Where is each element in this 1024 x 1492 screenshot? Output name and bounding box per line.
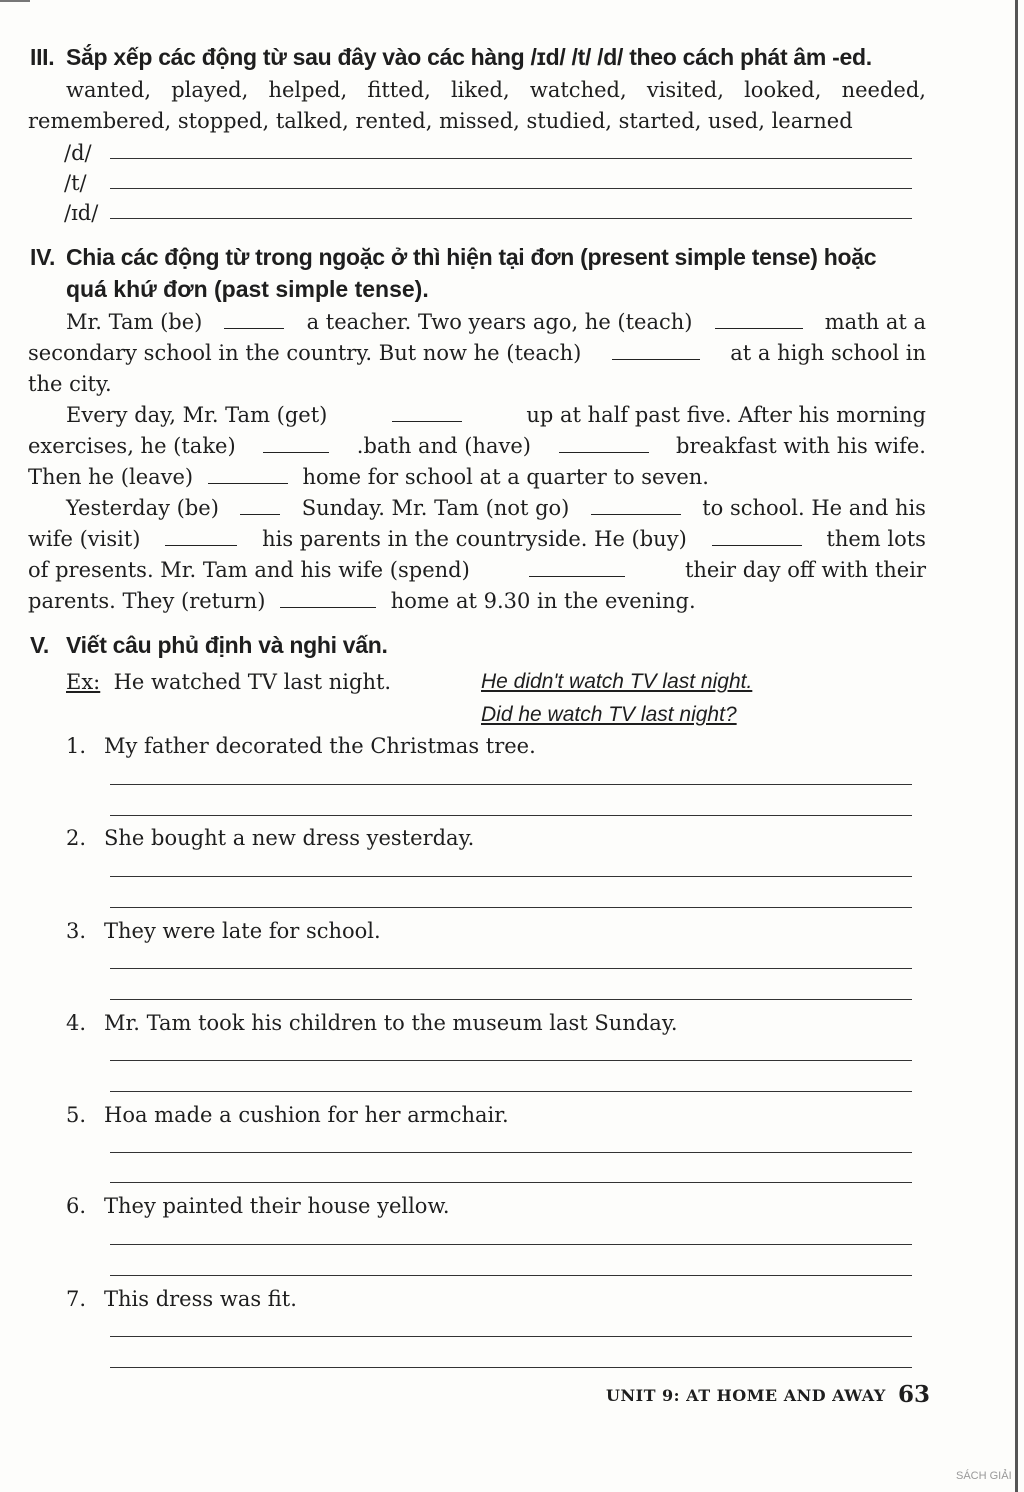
example-question: Did he watch TV last night? [481,703,737,726]
answer-line[interactable] [110,1152,912,1153]
text: exercises, he (take) [28,434,236,458]
p3-line-2 [28,529,926,550]
item-number: 6. [66,1194,87,1218]
footer-unit-title: UNIT 9: AT HOME AND AWAY [606,1386,886,1405]
p2-line-3 [28,467,709,488]
p1-line-3: the city. [28,372,112,396]
item-text: This dress was fit. [104,1287,297,1311]
example-negative: He didn't watch TV last night. [481,670,753,693]
text: Every day, Mr. Tam (get) [66,403,328,427]
example-line [66,670,391,694]
section-3-word-line-1 [66,80,926,101]
blank-teach-2[interactable] [612,343,700,360]
text: home for school at a quarter to seven. [302,465,709,489]
text: home at 9.30 in the evening. [390,589,696,613]
text: a teacher. Two years ago, he (teach) [306,310,693,334]
p3-line-4 [28,591,696,612]
blank-be-2[interactable] [240,498,280,515]
answer-line[interactable] [110,1091,912,1092]
text: their day off with their [684,558,926,582]
text: breakfast with his wife. [676,434,926,458]
text: Sunday. Mr. Tam (not go) [301,496,570,520]
blank-leave[interactable] [208,467,288,484]
text: Mr. Tam (be) [66,310,203,334]
item-text: My father decorated the Christmas tree. [104,734,536,758]
item-number: 3. [66,919,87,943]
exercise-item-3 [66,919,381,943]
section-3-number: III. [30,44,55,70]
answer-line[interactable] [110,784,912,785]
watermark: SÁCH GIẢI [956,1470,1012,1482]
blank-teach-1[interactable] [715,312,803,329]
text: secondary school in the country. But now he (teach) [28,341,582,365]
word: helped, [268,78,348,102]
text: his parents in the countryside. He (buy) [262,527,687,551]
word: visited, [646,78,724,102]
text: wife (visit) [28,527,141,551]
exercise-item-4 [66,1011,678,1035]
word: played, [171,78,249,102]
p1-line-1 [66,312,926,333]
blank-return[interactable] [280,591,376,608]
exercise-item-7 [66,1287,297,1311]
exercise-item-2 [66,826,474,850]
section-5-heading [30,632,388,659]
item-number: 7. [66,1287,87,1311]
section-3-word-line-2: remembered, stopped, talked, rented, missed, studied, started, used, learned [28,109,853,133]
answer-line[interactable] [110,1244,912,1245]
text: Then he (leave) [28,465,194,489]
text: parents. They (return) [28,589,266,613]
answer-line[interactable] [110,876,912,877]
section-4-number: IV. [30,244,56,270]
word: wanted, [66,78,152,102]
word: watched, [529,78,627,102]
answer-line[interactable] [110,1367,912,1368]
row-label-id: /ɪd/ [64,201,99,225]
p2-line-1 [66,405,926,426]
page-number: 63 [898,1381,931,1408]
text: of presents. Mr. Tam and his wife (spend) [28,558,470,582]
answer-line-id[interactable] [110,218,912,219]
exercise-item-6 [66,1194,450,1218]
item-text: Mr. Tam took his children to the museum last Sunday. [104,1011,678,1035]
p2-line-2 [28,436,926,457]
blank-be[interactable] [224,312,284,329]
blank-spend[interactable] [529,560,625,577]
row-label-d: /d/ [64,141,92,165]
p1-line-2 [28,343,926,364]
text: math at a [824,310,926,334]
item-number: 1. [66,734,87,758]
answer-line[interactable] [110,999,912,1000]
answer-line-t[interactable] [110,188,912,189]
section-4-title-line-2: quá khứ đơn (past simple tense). [66,276,429,302]
text: to school. He and his [702,496,926,520]
blank-take[interactable] [263,436,329,453]
text: at a high school in [730,341,926,365]
answer-line[interactable] [110,1060,912,1061]
answer-line-d[interactable] [110,158,912,159]
row-label-t: /t/ [64,171,87,195]
item-text: They painted their house yellow. [104,1194,450,1218]
word: liked, [450,78,510,102]
item-text: Hoa made a cushion for her armchair. [104,1103,509,1127]
item-number: 5. [66,1103,87,1127]
p3-line-1 [66,498,926,519]
blank-not-go[interactable] [591,498,681,515]
answer-line[interactable] [110,968,912,969]
exercise-item-5 [66,1103,509,1127]
word: needed, [841,78,926,102]
example-sentence: He watched TV last night. [113,670,392,694]
answer-line[interactable] [110,1275,912,1276]
page-edge-top [0,0,30,2]
section-5-title: Viết câu phủ định và nghi vấn. [66,632,388,658]
item-text: She bought a new dress yesterday. [104,826,475,850]
answer-line[interactable] [110,1336,912,1337]
exercise-item-1 [66,734,536,758]
page-edge-right [1015,0,1018,1492]
blank-get[interactable] [392,405,462,422]
section-4-heading [30,244,876,271]
word: looked, [744,78,822,102]
answer-line[interactable] [110,815,912,816]
word: fitted, [367,78,431,102]
section-4-title-line-1: Chia các động từ trong ngoặc ở thì hiện tại đơn (present simple tense) hoặc [66,244,877,270]
text: them lots [826,527,926,551]
item-number: 2. [66,826,87,850]
blank-visit[interactable] [165,529,237,546]
text: up at half past five. After his morning [526,403,926,427]
item-text: They were late for school. [104,919,381,943]
p3-line-3 [28,560,926,581]
text: .bath and (have) [356,434,531,458]
text: Yesterday (be) [66,496,219,520]
answer-line[interactable] [110,907,912,908]
section-3-heading [30,44,872,71]
blank-have[interactable] [559,436,649,453]
item-number: 4. [66,1011,87,1035]
blank-buy[interactable] [712,529,802,546]
section-3-title: Sắp xếp các động từ sau đây vào các hàng /ɪd/ /t/ /d/ theo cách phát âm -ed. [66,44,872,70]
section-5-number: V. [30,632,50,658]
answer-line[interactable] [110,1182,912,1183]
example-label: Ex: [66,670,101,694]
